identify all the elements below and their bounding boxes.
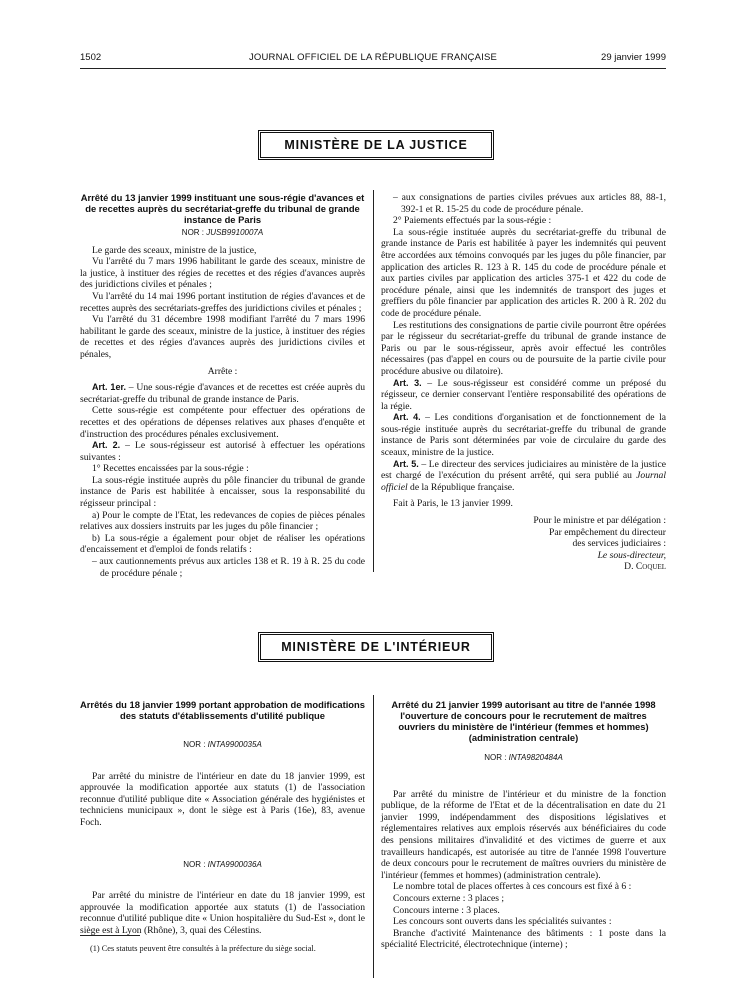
justice-arrete: Arrête : (207, 365, 238, 377)
ministry-interior-heading: MINISTÈRE DE L'INTÉRIEUR (258, 632, 494, 662)
interior-right-para: Les concours sont ouverts dans les spécialités suivantes : (393, 916, 612, 928)
interior-left-title: Arrêtés du 18 janvier 1999 portant approbation de modifications des statuts d'établissements d'utilité publique (80, 699, 365, 721)
justice-para: La sous-régie instituée auprès du secrétariat-greffe du tribunal de grande instance de Paris est habilitée à payer les indemnités qui peuvent être accordées aux témoins convoqués par les juges du pôle financier, par application des articles R. 123 à R. 145 du code de procédure pénale et aux parties civiles par application des articles 375-1 et 422 du code de procédure pénale, ainsi que les indemnités de transport des juges et greffiers du pôle financier par application des articles R. 200 à R. 202 du code de procédure pénale. (381, 226, 666, 319)
interior-right-para: Par arrêté du ministre de l'intérieur et du ministre de la fonction publique, de la réforme de l'Etat et de la décentralisation en date du 21 janvier 1999, indépendamment des dispositions législatives et réglementaires relatives aux emplois réservés aux bénéficiaires du code des pensions militaires d'invalidité et des victimes de guerre et aux travailleurs handicapés, est autorisée au titre de l'année 1998 l'ouverture de deux concours pour le recrutement de maîtres ouvriers du ministère de l'intérieur (femmes et hommes) (administration centrale). (381, 788, 666, 881)
interior-nor-3: NOR : INTA9820484A (484, 753, 563, 762)
justice-para: b) La sous-régie a également pour objet de réaliser les opérations d'encaissement et d'emploi de fonds relatifs : (80, 532, 365, 556)
interior-right-column (381, 699, 666, 951)
justice-para: a) Pour le compte de l'Etat, les redevances de copies de pièces pénales relatives aux dossiers instruits par les juges du pôle financier ; (80, 509, 365, 533)
issue-date: 29 janvier 1999 (601, 52, 666, 63)
justice-para: Le garde des sceaux, ministre de la justice, (92, 244, 257, 256)
justice-para: 2° Paiements effectués par la sous-régie : (393, 215, 552, 227)
column-divider-justice (373, 190, 374, 572)
journal-title: JOURNAL OFFICIEL DE LA RÉPUBLIQUE FRANÇAISE (248, 52, 498, 63)
justice-para: Cette sous-régie est compétente pour effectuer des opérations de recettes et des opérations de dépenses relatives aux phases d'enquête et d'instruction des procédures pénales exclusivement. (80, 405, 365, 440)
running-header (80, 52, 666, 66)
justice-signature-line: Le sous-directeur, (597, 549, 666, 561)
interior-left-column (80, 699, 365, 937)
justice-para: Vu l'arrêté du 14 mai 1996 portant institution de régies d'avances et de recettes auprès des secrétariats-greffes des juridictions civiles et pénales ; (80, 290, 365, 314)
justice-para: 1° Recettes encaissées par la sous-régie : (92, 463, 249, 475)
justice-article-2: Art. 2. – Le sous-régisseur est autorisé à effectuer les opérations suivantes : (80, 440, 365, 463)
justice-article-1: Art. 1er. – Une sous-régie d'avances et de recettes est créée auprès du secrétariat-greffe du tribunal de grande instance de Paris. (80, 382, 365, 405)
interior-nor-2: NOR : INTA9900036A (183, 859, 262, 869)
justice-nor: NOR : JUSB9910007A (181, 228, 264, 237)
interior-right-para: Concours interne : 3 places. (393, 904, 500, 916)
justice-para: Vu l'arrêté du 7 mars 1996 habilitant le garde des sceaux, ministre de la justice, à instituer des régies de recettes et des régies d'avances auprès des juridictions civiles et pénales ; (80, 256, 365, 291)
justice-para: – aux cautionnements prévus aux articles 138 et R. 19 à R. 25 du code de procédure pénale ; (92, 556, 365, 579)
footnote-rule (80, 935, 140, 936)
interior-right-para: Branche d'activité Maintenance des bâtiments : 1 poste dans la spécialité Electricité, électrotechnique (interne) ; (381, 927, 666, 951)
justice-signature-line: Pour le ministre et par délégation : (533, 515, 666, 527)
justice-fait: Fait à Paris, le 13 janvier 1999. (393, 498, 513, 510)
interior-right-para: Concours externe : 3 places ; (393, 892, 505, 904)
interior-left-para: Par arrêté du ministre de l'intérieur en date du 18 janvier 1999, est approuvée la modification apportée aux statuts (1) de l'association reconnue d'utilité publique dite « Union hospitalière du Sud-Est », dont le siège est à Lyon (Rhône), 3, quai des Célestins. (80, 890, 365, 936)
justice-article-5: Art. 5. – Le directeur des services judiciaires au ministère de la justice est chargé de l'exécution du présent arrêté, qui sera publié au Journal officiel de la République française. (381, 458, 666, 493)
header-rule (80, 68, 666, 69)
justice-article-title: Arrêté du 13 janvier 1999 instituant une sous-régie d'avances et de recettes auprès du secrétariat-greffe du tribunal de grande instance de Paris (80, 192, 365, 225)
justice-para: – aux consignations de parties civiles prévues aux articles 88, 88-1, 392-1 et R. 15-25 du code de procédure pénale. (393, 192, 666, 215)
justice-para: La sous-régie instituée auprès du pôle financier du tribunal de grande instance de Paris est habilitée à encaisser, sous la responsabilité du régisseur principal : (80, 474, 365, 510)
page-number: 1502 (80, 52, 102, 63)
interior-left-para: Par arrêté du ministre de l'intérieur en date du 18 janvier 1999, est approuvée la modification apportée aux statuts (1) de l'association reconnue d'utilité publique dite « Association générale des hygiénistes et techniciens municipaux », dont le siège est à Paris (16e), 83, avenue Foch. (80, 770, 365, 828)
interior-nor-1: NOR : INTA9900035A (183, 740, 262, 749)
justice-signature-line: Par empêchement du directeur (549, 526, 666, 538)
justice-article-3: Art. 3. – Le sous-régisseur est considéré comme un préposé du régisseur, ce dernier conservant l'entière responsabilité des opérations de la régie. (381, 377, 666, 412)
justice-left-column (80, 192, 365, 579)
interior-right-title: Arrêté du 21 janvier 1999 autorisant au titre de l'année 1998 l'ouverture de concours pour le recrutement de maîtres ouvriers du ministère de l'intérieur (femmes et hommes) (administration centrale) (391, 699, 656, 743)
column-divider-interior (373, 695, 374, 978)
justice-para: Vu l'arrêté du 31 décembre 1998 modifiant l'arrêté du 7 mars 1996 habilitant le garde des sceaux, ministre de la justice, à instituer des régies de recettes et des régies d'avances auprès des juridictions civiles et pénales, (80, 314, 365, 360)
justice-signatory: D. Coquel (624, 561, 666, 573)
justice-para: Les restitutions des consignations de partie civile pourront être opérées par le régisseur du secrétariat-greffe du tribunal de grande instance de Paris ou par le sous-régisseur, après avoir effectué les contrôles nécessaires (pas d'appel en cours ou de poursuite de la partie civile pour procédure abusive ou dilatoire). (381, 319, 666, 377)
justice-article-4: Art. 4. – Les conditions d'organisation et de fonctionnement de la sous-régie instituée auprès du secrétariat-greffe du tribunal de grande instance de Paris sont déterminées par voie de circulaire du garde des sceaux, ministre de la justice. (381, 412, 666, 459)
interior-right-para: Le nombre total de places offertes à ces concours est fixé à 6 : (393, 881, 632, 893)
justice-right-column (381, 192, 666, 573)
footnote: (1) Ces statuts peuvent être consultés à la préfecture du siège social. (90, 944, 316, 953)
justice-signature-line: des services judiciaires : (572, 538, 666, 550)
ministry-justice-heading: MINISTÈRE DE LA JUSTICE (258, 130, 494, 160)
